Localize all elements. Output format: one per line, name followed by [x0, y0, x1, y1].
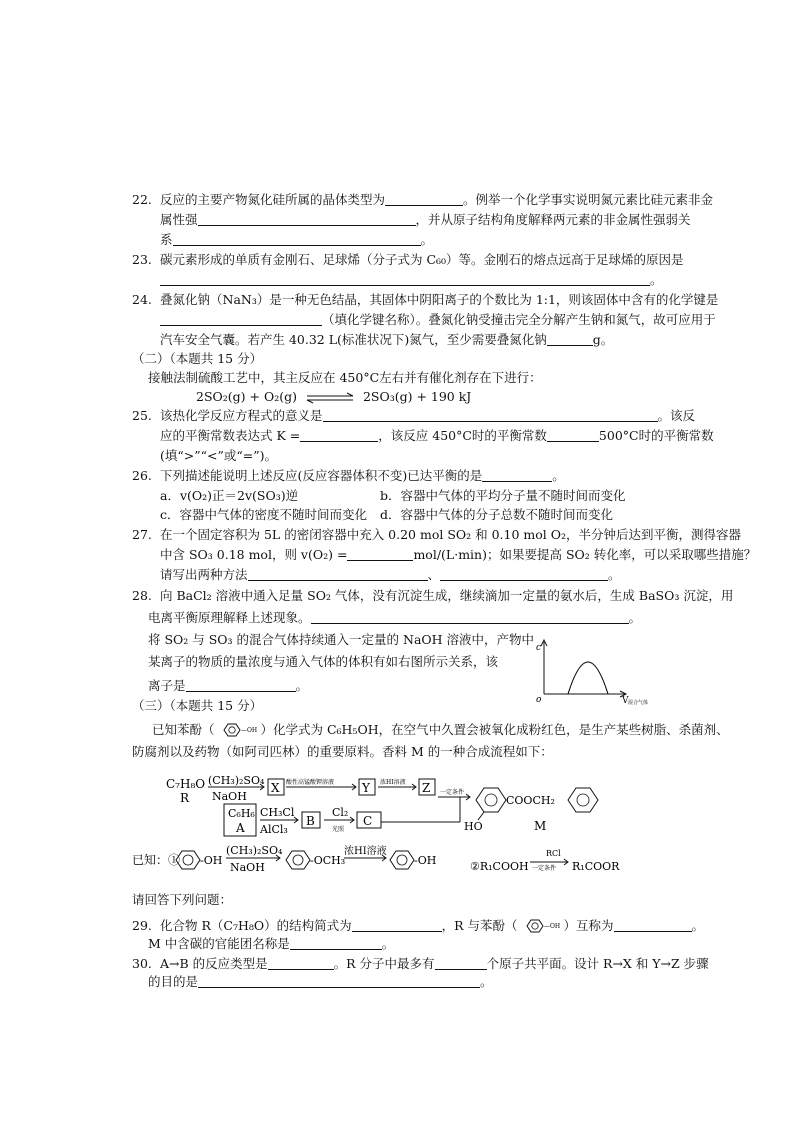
known2-reagent-top: RCl — [546, 849, 561, 858]
reagent2: 酸性高锰酸钾溶液 — [286, 779, 335, 786]
q28-line2: 电离平衡原理解释上述现象。 。 — [148, 610, 642, 625]
section3-title: （三）（本题共 15 分） — [132, 698, 263, 713]
q22-line3: 系 。 — [160, 232, 434, 247]
answer-blank[interactable] — [352, 918, 442, 932]
product-ester: COOCH₂ — [506, 794, 555, 807]
start-label: R — [180, 791, 190, 805]
known2-reagent-bottom: 一定条件 — [532, 865, 557, 872]
q22-line1: 22. 反应的主要产物氮化硅所属的晶体类型为 。例举一个化学事实说明氮元素比硅元素非金 — [132, 192, 714, 207]
B-label: B — [306, 814, 315, 828]
section2-title: （二）（本题共 15 分） — [132, 351, 263, 366]
q26-line1: 26. 下列描述能说明上述反应(反应容器体积不变)已达平衡的是 。 — [132, 468, 565, 483]
product-label: M — [534, 819, 547, 833]
known-reactions — [130, 840, 630, 876]
answer-blank[interactable] — [173, 232, 421, 246]
known-label: 已知：① — [132, 853, 181, 867]
q23-line2: 。 — [160, 272, 663, 288]
q23-line1: 23. 碳元素形成的单质有金刚石、足球烯（分子式为 C₆₀）等。金刚石的熔点远高于足球烯的原因是 — [132, 252, 684, 267]
Z-label: Z — [422, 781, 431, 795]
answer-blank[interactable] — [614, 918, 692, 932]
known2-right: R₁COOR — [572, 860, 620, 873]
answer-blank[interactable] — [482, 468, 552, 482]
answer-blank[interactable] — [311, 610, 629, 624]
answer-blank[interactable] — [347, 547, 413, 561]
answer-blank[interactable] — [248, 567, 428, 581]
answer-blank[interactable] — [198, 212, 416, 226]
questions-prompt: 请回答下列问题： — [132, 892, 233, 907]
q26-option-a[interactable]: a．v(O₂)正＝2v(SO₃)逆 — [160, 488, 299, 503]
X-label: X — [271, 781, 280, 795]
A-label: A — [236, 821, 245, 835]
known1-och3: -OCH₃ — [310, 854, 346, 867]
section3-intro-line1: 已知苯酚（ —OH ）化学式为 C₆H₅OH，在空气中久置会被氧化成粉红色，是生产某些树脂、杀菌剂、 — [152, 722, 729, 737]
q25-line1: 25. 该热化学反应方程式的意义是 。该反 — [132, 408, 696, 423]
q26-option-d[interactable]: d．容器中气体的分子总数不随时间而变化 — [380, 507, 614, 522]
phenol-structure-icon — [219, 722, 257, 738]
reagent1-bottom: NaOH — [212, 790, 247, 803]
answer-blank[interactable] — [268, 956, 334, 970]
q30-line2: 的目的是 。 — [148, 974, 493, 989]
q26-option-c[interactable]: c．容器中气体的密度不随时间而变化 — [160, 507, 368, 522]
ion-concentration-curve — [568, 662, 608, 694]
benzyl-ring-icon — [568, 788, 598, 812]
reagent1-top: (CH₃)₂SO₄ — [208, 774, 265, 787]
C-label: C — [363, 814, 373, 828]
q27-line3: 请写出两种方法 、 。 — [160, 567, 621, 582]
synthesis-scheme — [160, 770, 620, 840]
q29-line2: M 中含碳的官能团名称是 。 — [148, 936, 395, 951]
q29-line1: 29. 化合物 R（C₇H₈O）的结构简式为 ，R 与苯酚（ —OH ）互称为 。 — [132, 918, 705, 933]
q28-line4: 某离子的物质的量浓度与通入气体的体积有如右图所示关系，该 — [148, 654, 499, 669]
known1-reagent-top: (CH₃)₂SO₄ — [226, 844, 283, 857]
answer-blank[interactable] — [440, 567, 608, 581]
x-axis-label: V — [622, 696, 629, 706]
y-axis-label: c — [536, 643, 542, 653]
reagent6-bottom: 光照 — [332, 826, 345, 833]
equilibrium-equation: 2SO₂(g) + O₂(g) 2SO₃(g) + 190 kJ — [196, 389, 472, 404]
q28-line5: 离子是 。 — [148, 678, 309, 693]
product-hydroxyl: HO — [464, 820, 483, 833]
anisole-ring-icon — [286, 851, 310, 869]
start-formula: C₇H₈O — [166, 777, 206, 791]
reagent3: 浓HI溶液 — [380, 779, 406, 786]
answer-blank[interactable] — [186, 678, 296, 692]
answer-blank[interactable] — [547, 428, 599, 442]
Y-label: Y — [362, 781, 370, 795]
A-formula: C₆H₆ — [228, 807, 255, 820]
q24-line3: 汽车安全气囊。若产生 40.32 L(标准状况下)氮气，至少需要叠氮化钠 g。 — [160, 332, 614, 347]
q27-line2: 中含 SO₃ 0.18 mol，则 v(O₂) = mol/(L·min)；如果要提高 SO₂ 转化率，可以采取哪些措施？ — [160, 547, 757, 562]
svg-text:—OH: —OH — [543, 923, 560, 930]
concentration-graph — [530, 636, 649, 706]
q25-line3: (填“>”“<”或“=”)。 — [160, 448, 278, 463]
q24-line2: （填化学键名称）。叠氮化钠受撞击完全分解产生钠和氮气，故可应用于 — [160, 312, 716, 328]
answer-blank[interactable] — [290, 936, 382, 950]
x-axis-sub-label: 混合气体 — [628, 700, 649, 706]
known1-oh: -OH — [200, 854, 223, 867]
q25-line2: 应的平衡常数表达式 K = ，该反应 450°C时的平衡常数 500°C时的平衡常数 — [160, 428, 714, 443]
q22-line2: 属性强 ，并从原子结构角度解释两元素的非金属性强弱关 — [160, 212, 691, 227]
q30-line1: 30. A→B 的反应类型是 。R 分子中最多有 个原子共平面。设计 R→X 和 Y→Z 步骤 — [132, 956, 709, 971]
answer-blank[interactable] — [323, 408, 658, 422]
reagent5-top: CH₃Cl — [260, 806, 295, 819]
origin-label: o — [536, 695, 542, 705]
q26-option-b[interactable]: b．容器中气体的平均分子量不随时间而变化 — [380, 488, 626, 503]
q28-line3: 将 SO₂ 与 SO₃ 的混合气体持续通入一定量的 NaOH 溶液中，产物中 — [148, 632, 535, 647]
known1-oh2: -OH — [414, 854, 437, 867]
phenol-structure-icon — [522, 918, 560, 934]
q28-line1: 28. 向 BaCl₂ 溶液中通入足量 SO₂ 气体，没有沉淀生成，继续滴加一定量的氨水后，生成 BaSO₃ 沉淀，用 — [132, 588, 734, 603]
reversible-arrow-icon — [305, 392, 355, 404]
known1-reagent2: 浓HI溶液 — [344, 846, 387, 857]
product-ring-icon — [476, 788, 506, 812]
section3-intro-line2: 防腐剂以及药物（如阿司匹林）的重要原料。香料 M 的一种合成流程如下： — [132, 744, 553, 759]
q27-line1: 27. 在一个固定容积为 5L 的密闭容器中充入 0.20 mol SO₂ 和 0.10 mol O₂，半分钟后达到平衡，测得容器 — [132, 527, 742, 542]
answer-blank[interactable] — [547, 332, 593, 346]
q24-line1: 24. 叠氮化钠（NaN₃）是一种无色结晶，其固体中阴阳离子的个数比为 1:1，则该固体中含有的化学键是 — [132, 292, 719, 307]
answer-blank[interactable] — [435, 956, 487, 970]
phenol-ring2-icon — [390, 851, 414, 869]
reagent5-bottom: AlCl₃ — [260, 823, 288, 836]
svg-text:—OH: —OH — [240, 727, 257, 734]
answer-blank[interactable] — [300, 428, 378, 442]
known1-reagent-bottom: NaOH — [230, 861, 265, 874]
reagent6-top: Cl₂ — [332, 806, 349, 819]
answer-blank[interactable] — [160, 312, 322, 326]
reagent4: 一定条件 — [440, 789, 465, 796]
answer-blank[interactable] — [385, 192, 463, 206]
known2-left: ②R₁COOH — [470, 860, 529, 873]
section2-intro: 接触法制硫酸工艺中，其主反应在 450°C左右并有催化剂存在下进行： — [148, 370, 542, 385]
answer-blank[interactable] — [198, 974, 480, 988]
answer-blank[interactable] — [160, 272, 650, 286]
